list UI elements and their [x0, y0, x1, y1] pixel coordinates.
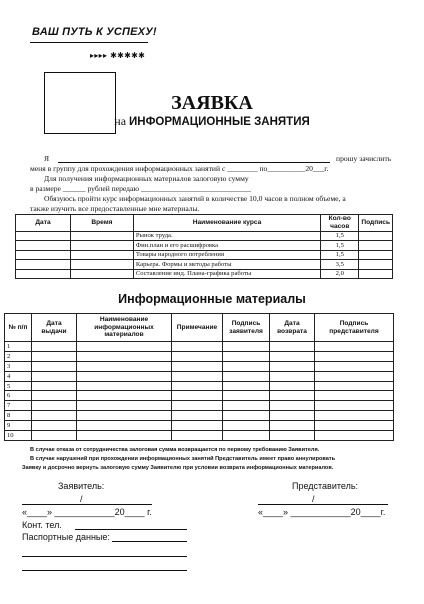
col-date: Дата: [16, 215, 71, 232]
col-issue-date: Дата выдачи: [32, 314, 77, 342]
material-name-cell[interactable]: [77, 371, 172, 381]
representative-signature-cell[interactable]: [315, 431, 394, 441]
course-name: Составление инд. Плана-графика работы: [133, 269, 320, 279]
row-number: 7: [5, 401, 32, 411]
representative-signature-cell[interactable]: [315, 401, 394, 411]
course-hours: 2,0: [321, 269, 359, 279]
row-number: 3: [5, 361, 32, 371]
subtitle-prefix: на: [114, 114, 127, 128]
representative-signature-cell[interactable]: [315, 371, 394, 381]
issue-date-cell[interactable]: [32, 421, 77, 431]
course-hours: 1,5: [321, 231, 359, 241]
issue-date-cell[interactable]: [32, 361, 77, 371]
col-material-name: Наименование информационных материалов: [77, 314, 172, 342]
issue-date-cell[interactable]: [32, 381, 77, 391]
note-cell[interactable]: [172, 381, 223, 391]
note-cell[interactable]: [172, 351, 223, 361]
course-name: Рынок труда.: [133, 231, 320, 241]
row-number: 1: [5, 342, 32, 352]
table-row: [5, 381, 394, 391]
issue-date-cell[interactable]: [32, 431, 77, 441]
date-cell[interactable]: [16, 231, 71, 241]
row-number: 5: [5, 381, 32, 391]
issue-date-cell[interactable]: [32, 391, 77, 401]
issue-date-cell[interactable]: [32, 401, 77, 411]
passport-field-line-3[interactable]: [22, 570, 187, 571]
representative-signature-cell[interactable]: [315, 421, 394, 431]
note-line-1: В случае отказа от сотрудничества залоговая сумма возвращается по первому требованию Заявителя.: [30, 447, 320, 453]
return-date-cell[interactable]: [270, 371, 315, 381]
note-cell[interactable]: [172, 371, 223, 381]
applicant-signature-cell[interactable]: [223, 421, 270, 431]
applicant-signature-field[interactable]: [22, 504, 152, 505]
slogan: ВАШ ПУТЬ К УСПЕХУ!: [32, 26, 157, 38]
representative-slash: /: [312, 494, 315, 504]
return-date-cell[interactable]: [270, 342, 315, 352]
time-cell[interactable]: [71, 250, 134, 260]
date-cell[interactable]: [16, 250, 71, 260]
applicant-signature-cell[interactable]: [223, 342, 270, 352]
applicant-signature-cell[interactable]: [223, 431, 270, 441]
row-number: 6: [5, 391, 32, 401]
material-name-cell[interactable]: [77, 361, 172, 371]
note-line-2: В случае нарушений при прохождении информационных занятий Представитель имеет право аннулировать: [30, 456, 336, 462]
materials-title: Информационные материалы: [118, 292, 306, 306]
note-cell[interactable]: [172, 431, 223, 441]
representative-signature-field[interactable]: [258, 504, 388, 505]
table-row: [5, 401, 394, 411]
table-row: [5, 411, 394, 421]
applicant-signature-cell[interactable]: [223, 361, 270, 371]
body-line-4: в размере ______ рублей передаю _____________________________: [30, 184, 252, 193]
return-date-cell[interactable]: [270, 351, 315, 361]
return-date-cell[interactable]: [270, 431, 315, 441]
course-name: Фин.план и его расшифровка: [133, 241, 320, 251]
row-number: 10: [5, 431, 32, 441]
col-hours: Кол-во часов: [321, 215, 359, 232]
signature-cell[interactable]: [359, 250, 393, 260]
applicant-date[interactable]: «____» ____________20____ г.: [22, 507, 152, 517]
time-cell[interactable]: [71, 231, 134, 241]
representative-signature-cell[interactable]: [315, 381, 394, 391]
return-date-cell[interactable]: [270, 401, 315, 411]
passport-field[interactable]: [112, 541, 187, 542]
row-number: 9: [5, 421, 32, 431]
col-applicant-signature: Подпись заявителя: [223, 314, 270, 342]
material-name-cell[interactable]: [77, 431, 172, 441]
course-name: Товары народного потребления: [133, 250, 320, 260]
row-number: 2: [5, 351, 32, 361]
applicant-signature-cell[interactable]: [223, 381, 270, 391]
body-line-2: меня в группу для прохождения информационных занятий с ________ по__________20___г.: [30, 164, 329, 173]
row-number: 4: [5, 371, 32, 381]
date-cell[interactable]: [16, 260, 71, 270]
material-name-cell[interactable]: [77, 391, 172, 401]
passport-field-line-2[interactable]: [22, 556, 187, 557]
time-cell[interactable]: [71, 269, 134, 279]
course-hours: 1,5: [321, 241, 359, 251]
body-line-1-end: прошу зачислить: [336, 154, 392, 163]
return-date-cell[interactable]: [270, 421, 315, 431]
material-name-cell[interactable]: [77, 351, 172, 361]
col-course-name: Наименование курса: [133, 215, 320, 232]
course-hours: 3,5: [321, 260, 359, 270]
material-name-cell[interactable]: [77, 381, 172, 391]
col-signature: Подпись: [359, 215, 393, 232]
table-row: [5, 371, 394, 381]
body-line-5: Обязуюсь пройти курс информационных занятий в количестве 10,0 часов в полном объеме, а: [44, 194, 346, 203]
body-line-3: Для получения информационных материалов залоговую сумму: [44, 174, 249, 183]
representative-label: Представитель:: [292, 481, 359, 491]
table-row: [5, 351, 394, 361]
note-cell[interactable]: [172, 421, 223, 431]
note-cell[interactable]: [172, 401, 223, 411]
body-line-6: также изучить все предоставленные мне материалы.: [30, 204, 200, 213]
applicant-signature-cell[interactable]: [223, 351, 270, 361]
col-time: Время: [71, 215, 134, 232]
applicant-slash: /: [80, 494, 83, 504]
signature-cell[interactable]: [359, 241, 393, 251]
table-row: [16, 241, 393, 251]
applicant-signature-cell[interactable]: [223, 391, 270, 401]
materials-table: [4, 313, 394, 441]
material-name-cell[interactable]: [77, 342, 172, 352]
issue-date-cell[interactable]: [32, 371, 77, 381]
applicant-label: Заявитель:: [58, 481, 105, 491]
col-number: № п/п: [5, 314, 32, 342]
note-cell[interactable]: [172, 391, 223, 401]
material-name-cell[interactable]: [77, 401, 172, 411]
issue-date-cell[interactable]: [32, 342, 77, 352]
return-date-cell[interactable]: [270, 381, 315, 391]
applicant-signature-cell[interactable]: [223, 401, 270, 411]
contact-phone-field[interactable]: [75, 529, 187, 530]
table-row: [16, 260, 393, 270]
date-cell[interactable]: [16, 269, 71, 279]
return-date-cell[interactable]: [270, 361, 315, 371]
time-cell[interactable]: [71, 241, 134, 251]
passport-label: Паспортные данные:: [22, 532, 110, 542]
table-row: [5, 431, 394, 441]
return-date-cell[interactable]: [270, 411, 315, 421]
time-cell[interactable]: [71, 260, 134, 270]
representative-signature-cell[interactable]: [315, 351, 394, 361]
return-date-cell[interactable]: [270, 391, 315, 401]
representative-signature-cell[interactable]: [315, 391, 394, 401]
col-representative-signature: Подпись представителя: [315, 314, 394, 342]
col-return-date: Дата возврата: [270, 314, 315, 342]
page-subtitle: [0, 114, 424, 129]
body-line-1-start: Я: [44, 154, 50, 163]
table-row: [16, 269, 393, 279]
material-name-cell[interactable]: [77, 421, 172, 431]
issue-date-cell[interactable]: [32, 351, 77, 361]
name-field[interactable]: [58, 162, 330, 163]
col-note: Примечание: [172, 314, 223, 342]
issue-date-cell[interactable]: [32, 411, 77, 421]
table-row: [5, 342, 394, 352]
applicant-signature-cell[interactable]: [223, 371, 270, 381]
date-cell[interactable]: [16, 241, 71, 251]
course-name: Карьера. Формы и методы работы: [133, 260, 320, 270]
slogan-stars: ▸▸▸▸ ✱✱✱✱✱: [90, 51, 146, 60]
page-title: ЗАЯВКА: [171, 92, 253, 114]
table-row: [5, 391, 394, 401]
signature-cell[interactable]: [359, 260, 393, 270]
table-row: [5, 421, 394, 431]
representative-signature-cell[interactable]: [315, 342, 394, 352]
note-cell[interactable]: [172, 411, 223, 421]
note-line-3: Заявку и досрочно вернуть залоговую сумму Заявителю при условии возврата информационных материалов.: [22, 465, 334, 471]
subtitle-main: ИНФОРМАЦИОННЫЕ ЗАНЯТИЯ: [129, 116, 310, 128]
note-cell[interactable]: [172, 342, 223, 352]
slogan-underline: [30, 42, 148, 43]
course-hours: 1,5: [321, 250, 359, 260]
table-row: [16, 250, 393, 260]
note-cell[interactable]: [172, 361, 223, 371]
row-number: 8: [5, 411, 32, 421]
applicant-signature-cell[interactable]: [223, 411, 270, 421]
representative-signature-cell[interactable]: [315, 411, 394, 421]
representative-date[interactable]: «____» ____________20____г.: [258, 507, 386, 517]
material-name-cell[interactable]: [77, 411, 172, 421]
representative-signature-cell[interactable]: [315, 361, 394, 371]
courses-table: [15, 214, 393, 279]
signature-cell[interactable]: [359, 269, 393, 279]
signature-cell[interactable]: [359, 231, 393, 241]
table-row: [5, 361, 394, 371]
contact-phone-label: Конт. тел.: [22, 520, 62, 530]
table-row: [16, 231, 393, 241]
